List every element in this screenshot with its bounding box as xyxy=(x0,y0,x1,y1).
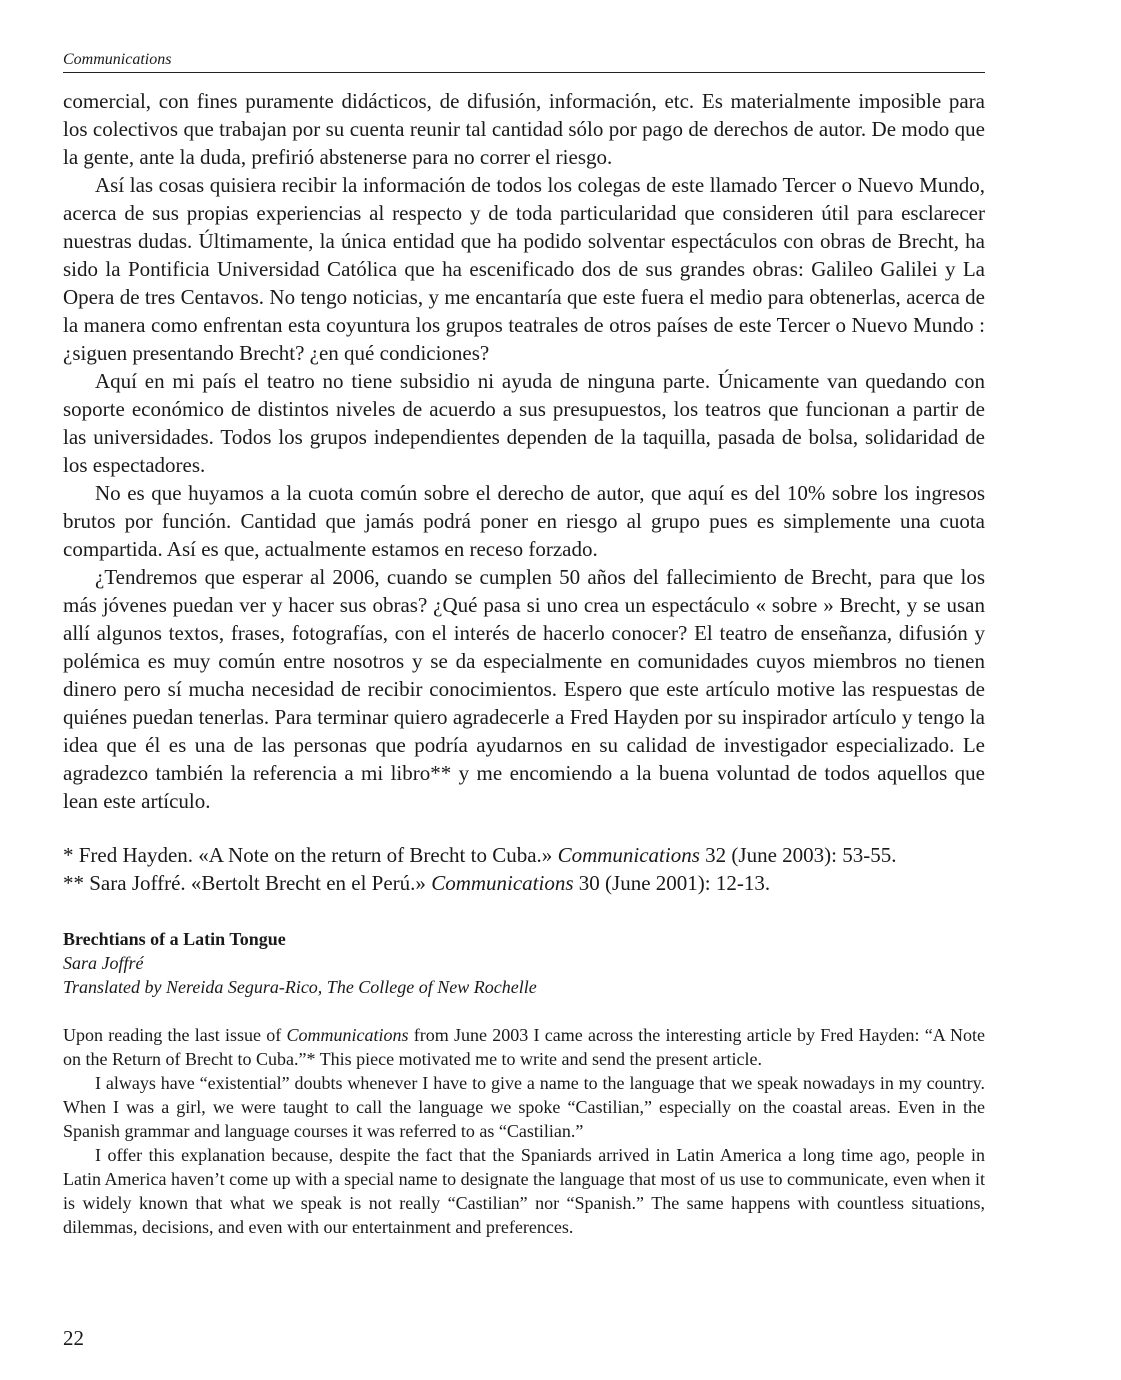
english-body xyxy=(63,1023,985,1239)
footnotes xyxy=(63,841,985,897)
article-translator: Translated by Nereida Segura-Rico, The College of New Rochelle xyxy=(63,977,537,997)
journal-title: Communications xyxy=(286,1025,409,1045)
paragraph xyxy=(63,1143,985,1239)
paragraph: Así las cosas quisiera recibir la información de todos los colegas de este llamado Tercer o Nuevo Mundo, acerca de sus propias experiencias al respecto y de toda particularidad que consideren útil para esclarecer nuestras dudas. Últimamente, la única entidad que ha podido solventar espectáculos con obras de Brecht, ha sido la Pontificia Universidad Católica que ha escenificado dos de sus grandes obras: Galileo Galilei y La Opera de tres Centavos. No tengo noticias, y me encantaría que este fuera el medio para obtenerlas, acerca de la manera como enfrentan esta coyuntura los grupos teatrales de otros países de este Tercer o Nuevo Mundo : ¿siguen presentando Brecht? ¿en qué condiciones? xyxy=(63,173,985,365)
paragraph: Aquí en mi país el teatro no tiene subsidio ni ayuda de ninguna parte. Únicamente van quedando con soporte económico de distintos niveles de acuerdo a sus presupuestos, los teatros que funcionan a partir de las universidades. Todos los grupos independientes dependen de la taquilla, pasada de bolsa, solidaridad de los espectadores. xyxy=(63,369,985,477)
paragraph: ¿Tendremos que esperar al 2006, cuando se cumplen 50 años del fallecimiento de Brecht, para que los más jóvenes puedan ver y hacer sus obras? ¿Qué pasa si uno crea un espectáculo « sobre » Brecht, y se usan allí algunos textos, frases, fotografías, con el interés de hacerlo conocer? El teatro de enseñanza, difusión y polémica es muy común entre nosotros y se da especialmente en comunidades cuyos miembros no tienen dinero pero sí mucha necesidad de recibir conocimientos. Espero que este artículo motive las respuestas de quiénes puedan tenerlas. Para terminar quiero agradecerle a Fred Hayden por su inspirador artículo y tengo la idea que él es una de las personas que podría ayudarnos en su calidad de investigador especializado. Le agradezco también la referencia a mi libro** y me encomiendo a la buena voluntad de todos aquellos que lean este artículo. xyxy=(63,565,985,813)
page-number: 22 xyxy=(63,1326,84,1350)
article-title: Brechtians of a Latin Tongue xyxy=(63,929,286,949)
paragraph-text: from June 2003 I came across the interesting article by Fred Hayden: “A Note on the Return of Brecht to Cuba.”* This piece motivated me to write and send the present article. xyxy=(63,1025,985,1069)
footnote xyxy=(63,841,985,869)
footnote-text: ** Sara Joffré. «Bertolt Brecht en el Perú.» xyxy=(63,871,432,895)
paragraph-text: Upon reading the last issue of xyxy=(63,1025,287,1045)
paragraph: comercial, con fines puramente didácticos, de difusión, información, etc. Es materialmente imposible para los colectivos que trabajan por su cuenta reunir tal cantidad sólo por pago de derechos de autor. De modo que la gente, ante la duda, prefirió abstenerse para no correr el riesgo. xyxy=(63,89,985,169)
paragraph xyxy=(63,1071,985,1143)
paragraph xyxy=(63,1023,985,1071)
article-author: Sara Joffré xyxy=(63,953,144,973)
running-head: Communications xyxy=(63,50,985,73)
footnote-citation: 30 (June 2001): 12-13. xyxy=(573,871,771,895)
paragraph-text: I always have “existential” doubts whenever I have to give a name to the language that we speak nowadays in my country. When I was a girl, we were taught to call the language we spoke “Castilian,” especially on the coastal areas. Even in the Spanish grammar and language courses it was referred to as “Castilian.” xyxy=(63,1073,985,1141)
footnote xyxy=(63,869,985,897)
footnote-citation: 32 (June 2003): 53-55. xyxy=(699,843,897,867)
page xyxy=(63,50,985,1239)
journal-title: Communications xyxy=(557,843,700,867)
paragraph: No es que huyamos a la cuota común sobre el derecho de autor, que aquí es del 10% sobre los ingresos brutos por función. Cantidad que jamás podrá poner en riesgo al grupo pues es simplemente una cuota compartida. Así es que, actualmente estamos en receso forzado. xyxy=(63,481,985,561)
paragraph-text: I offer this explanation because, despite the fact that the Spaniards arrived in Latin America a long time ago, people in Latin America haven’t come up with a special name to designate the language that most of us use to communicate, even when it is widely known that what we speak is not really “Castilian” nor “Spanish.” The same happens with countless situations, dilemmas, decisions, and even with our entertainment and preferences. xyxy=(63,1145,985,1237)
article-header xyxy=(63,927,985,999)
footnote-text: * Fred Hayden. «A Note on the return of Brecht to Cuba.» xyxy=(63,843,558,867)
journal-title: Communications xyxy=(431,871,574,895)
spanish-body xyxy=(63,87,985,815)
